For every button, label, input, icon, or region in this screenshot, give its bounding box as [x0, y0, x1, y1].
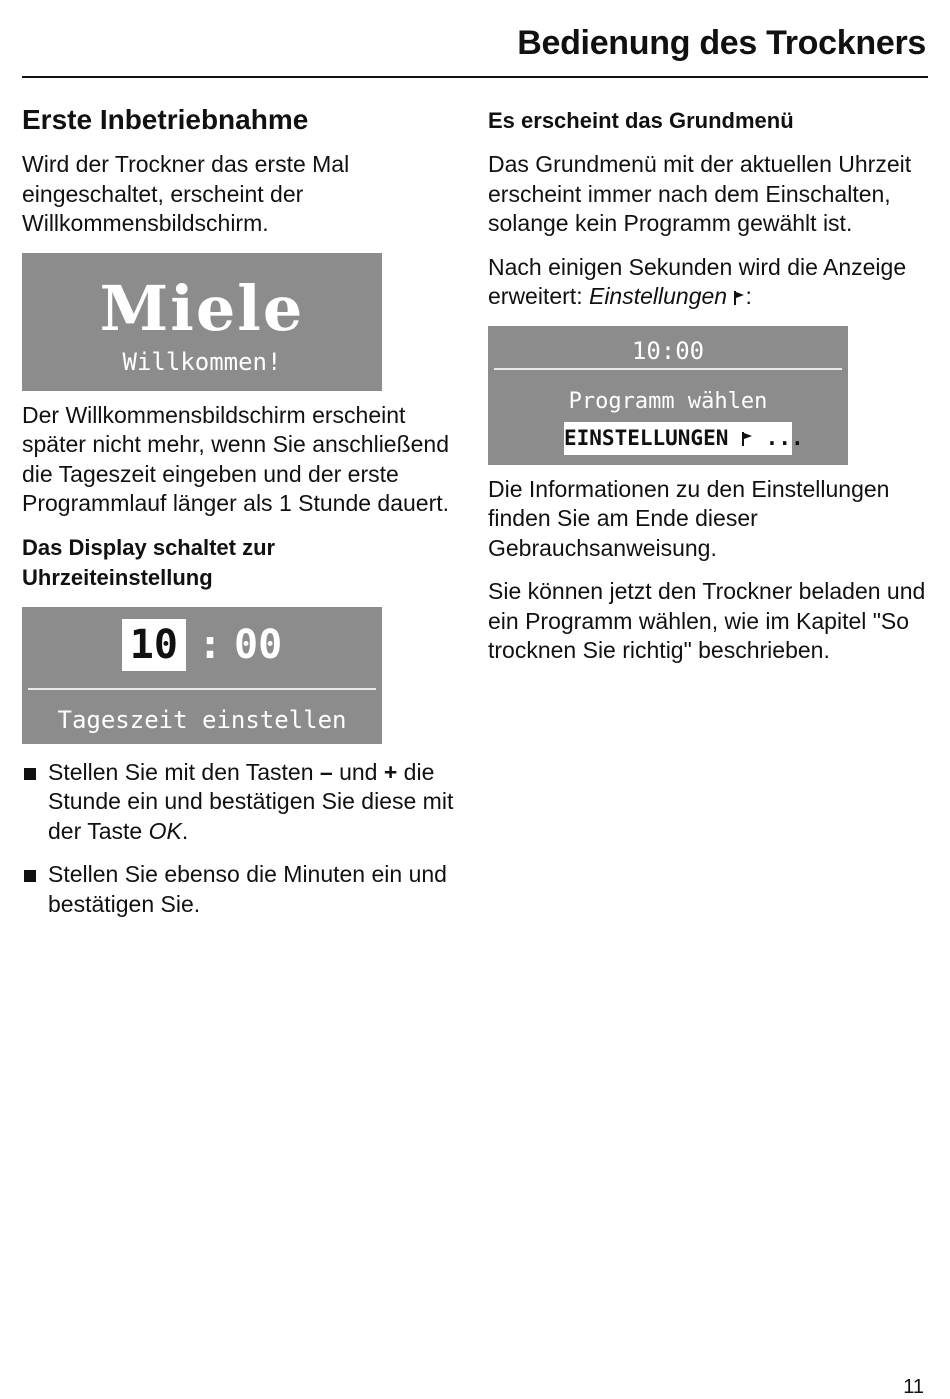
welcome-note: Der Willkommensbildschirm erscheint später nicht mehr, wenn Sie anschließend die Tageszeit eingeben und der erste Programmlauf länger als 1 Stunde dauert.	[22, 401, 450, 516]
intro-paragraph: Wird der Trockner das erste Mal eingeschaltet, erscheint der Willkommensbildschirm.	[22, 151, 350, 236]
bullet-item	[22, 758, 464, 847]
welcome-display	[22, 253, 382, 391]
main-menu-paragraph: Das Grundmenü mit der aktuellen Uhrzeit erscheint immer nach dem Einschalten, solange kein Programm gewählt ist.	[488, 151, 912, 236]
time-row	[22, 619, 382, 671]
main-menu-heading: Es erscheint das Grundmenü	[488, 108, 794, 133]
bullet-square-icon	[24, 870, 36, 882]
menu-display	[488, 326, 848, 465]
header-rule	[22, 76, 928, 78]
menu-prompt: Programm wählen	[568, 388, 768, 414]
settings-menu-item: EINSTELLUNGEN ...	[564, 422, 792, 455]
hour-value: 10	[122, 619, 186, 671]
flag-icon	[733, 290, 745, 306]
bullet-square-icon	[24, 768, 36, 780]
section-title: Erste Inbetriebnahme	[22, 104, 309, 135]
right-column	[488, 100, 928, 680]
display-divider	[28, 688, 376, 690]
plus-key: +	[383, 758, 398, 785]
minute-value: 00	[234, 621, 283, 668]
display-divider	[494, 368, 842, 370]
page-header-title: Bedienung des Trockners	[517, 24, 926, 62]
flag-icon	[741, 431, 753, 447]
bullet-text: Stellen Sie ebenso die Minuten ein und bestätigen Sie.	[48, 861, 447, 917]
menu-time: 10:00	[631, 336, 705, 365]
minus-key: –	[319, 758, 333, 785]
bullet-text: Stellen Sie mit den Tasten – und + die Stunde ein und bestätigen Sie diese mit der Taste OK.	[48, 758, 454, 844]
page-number: 11	[903, 1376, 924, 1398]
welcome-message: Willkommen!	[122, 347, 282, 376]
time-separator: :	[197, 621, 223, 668]
expanded-display-paragraph: Nach einigen Sekunden wird die Anzeige erweitert: Einstellungen :	[488, 253, 907, 309]
bullet-item	[22, 860, 464, 919]
display-heading: Das Display schaltet zur Uhrzeiteinstellung	[22, 534, 276, 590]
time-display	[22, 607, 382, 744]
next-steps-paragraph: Sie können jetzt den Trockner beladen und ein Programm wählen, wie im Kapitel "So trocknen Sie richtig" beschrieben.	[488, 578, 926, 663]
settings-info-paragraph: Die Informationen zu den Einstellungen finden Sie am Ende dieser Gebrauchsanweisung.	[488, 475, 890, 561]
time-message: Tageszeit einstellen	[57, 705, 347, 734]
ok-key: OK	[148, 817, 182, 844]
left-column	[22, 100, 464, 933]
miele-logo: Miele	[99, 271, 305, 345]
settings-term: Einstellungen	[588, 283, 728, 309]
